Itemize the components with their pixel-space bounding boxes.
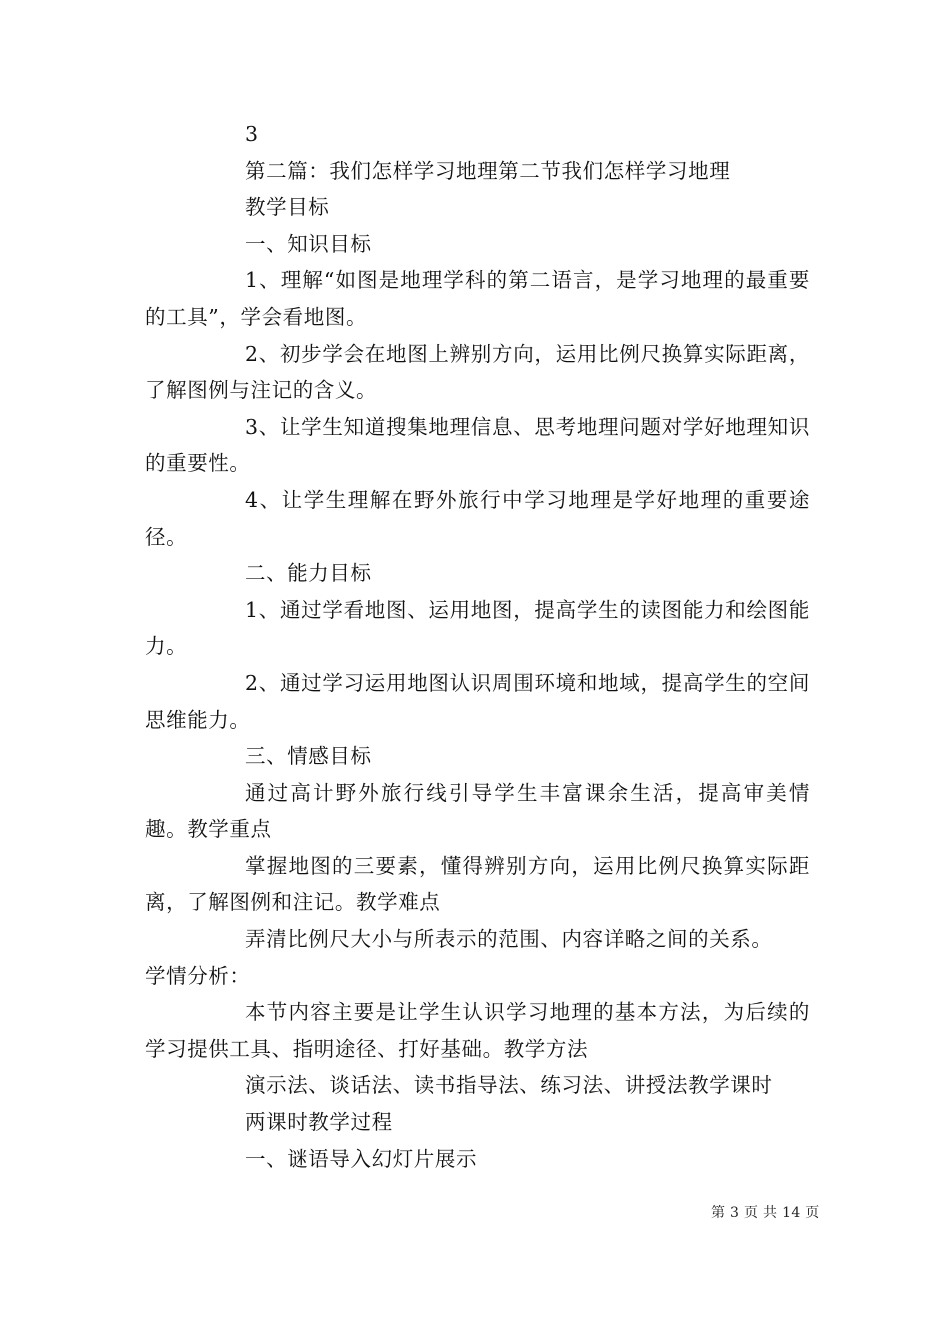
subheading-emotion-goals: 三、情感目标	[245, 744, 372, 769]
paragraph-ability-2: 2、通过学习运用地图认识周围环境和地域，提高学生的空间思维能力。	[145, 670, 810, 732]
document-body	[145, 116, 810, 1177]
paragraph-methods: 演示法、谈话法、读书指导法、练习法、讲授法教学课时	[245, 1073, 773, 1098]
article-title: 第二篇：我们怎样学习地理第二节我们怎样学习地理	[245, 158, 731, 183]
subheading-ability-goals: 二、能力目标	[245, 561, 372, 586]
paragraph-key-points: 掌握地图的三要素，懂得辨别方向，运用比例尺换算实际距离，了解图例和注记。教学难点	[145, 853, 810, 915]
section-heading-teaching-goals: 教学目标	[245, 195, 330, 220]
heading-learner-analysis: 学情分析：	[145, 963, 251, 988]
paragraph-learner-analysis: 本节内容主要是让学生认识学习地理的基本方法，为后续的学习提供工具、指明途径、打好基础。教学方法	[145, 1000, 810, 1061]
page-number-line: 3	[245, 122, 259, 146]
paragraph-emotion: 通过高计野外旅行线引导学生丰富课余生活，提高审美情趣。教学重点	[145, 780, 810, 842]
paragraph-knowledge-3: 3、让学生知道搜集地理信息、思考地理问题对学好地理知识的重要性。	[145, 414, 810, 476]
paragraph-knowledge-2: 2、初步学会在地图上辨别方向，运用比例尺换算实际距离，了解图例与注记的含义。	[145, 341, 810, 403]
paragraph-lesson-hours: 两课时教学过程	[245, 1110, 393, 1135]
subheading-knowledge-goals: 一、知识目标	[245, 231, 372, 256]
paragraph-ability-1: 1、通过学看地图、运用地图，提高学生的读图能力和绘图能力。	[145, 597, 810, 659]
paragraph-difficulties: 弄清比例尺大小与所表示的范围、内容详略之间的关系。	[245, 927, 773, 952]
paragraph-knowledge-1: 1、理解“如图是地理学科的第二语言，是学习地理的最重要的工具”，学会看地图。	[145, 268, 810, 329]
paragraph-riddle-intro: 一、谜语导入幻灯片展示	[245, 1146, 478, 1171]
page-footer: 第 3 页 共 14 页	[711, 1205, 820, 1221]
paragraph-knowledge-4: 4、让学生理解在野外旅行中学习地理是学好地理的重要途径。	[145, 487, 810, 549]
